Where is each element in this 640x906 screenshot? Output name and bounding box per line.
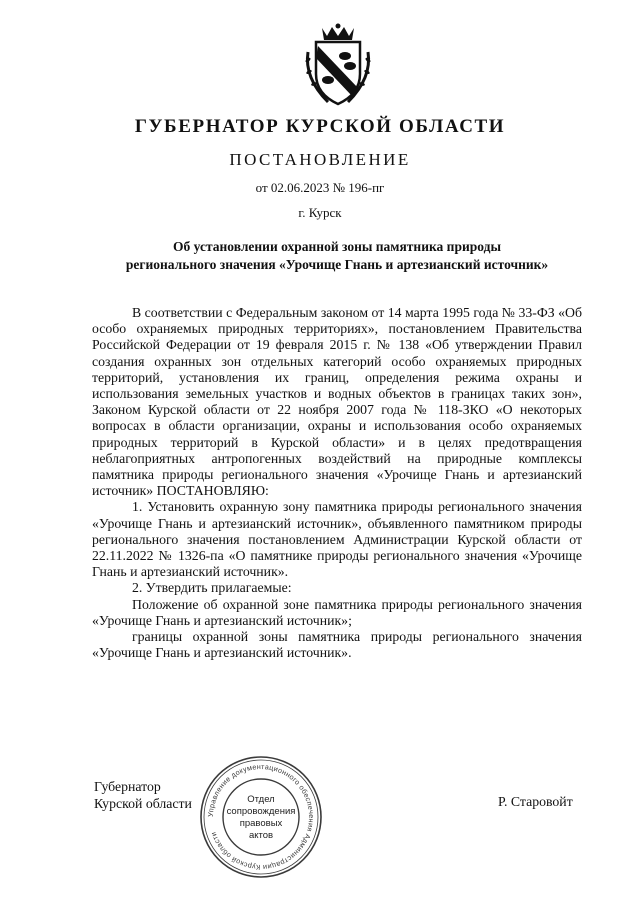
signatory-name: Р. Старовойт <box>498 794 573 809</box>
stamp-center-line-2: сопровождения <box>226 806 296 817</box>
office-stamp <box>196 752 326 882</box>
signatory-position-line-1: Губернатор <box>94 779 161 794</box>
stamp-center-line-4: актов <box>248 830 274 841</box>
authority-title: ГУБЕРНАТОР КУРСКОЙ ОБЛАСТИ <box>134 116 506 137</box>
document-city: г. Курск <box>298 205 342 220</box>
subject-line-2: регионального значения «Урочище Гнань и артезианский источник» <box>125 257 549 272</box>
signatory-position-line-2: Курской области <box>94 796 192 811</box>
body-paragraph: Положение об охранной зоне памятника природы регионального значения «Урочище Гнань и артезианский источник»; <box>92 596 582 628</box>
document-body <box>92 305 582 661</box>
subject-line-1: Об установлении охранной зоны памятника природы <box>173 239 501 254</box>
coat-of-arms-icon <box>300 22 376 108</box>
body-paragraph: 1. Установить охранную зону памятника природы регионального значения «Урочище Гнань и артезианский источник», объявленного памятником природы регионального значения постановлением Администрации Курской области от 22.11.2022 № 1326-па «О памятнике природы регионального значения «Урочище Гнань и артезианский источник». <box>92 499 582 580</box>
document-date-number: от 02.06.2023 № 196-пг <box>255 180 385 195</box>
body-paragraph: В соответствии с Федеральным законом от 14 марта 1995 года № 33-ФЗ «Об особо охраняемых природных территориях», постановлением Правительства Российской Федерации от 19 февраля 2015 г. № 138 «Об утверждении Правил создания охранных зон отдельных категорий особо охраняемых природных территорий, установления их границ, определения режима охраны и использования земельных участков и водных объектов в границах таких зон», Законом Курской области от 22 ноября 2007 года № 118-ЗКО «О некоторых вопросах в области организации, охраны и использования особо охраняемых природных территорий в Курской области» и в целях предотвращения неблагоприятных антропогенных воздействий на природные комплексы памятника природы регионального значения «Урочище Гнань и артезианский источник» ПОСТАНОВЛЯЮ: <box>92 305 582 499</box>
stamp-center-line-1: Отдел <box>247 794 275 805</box>
body-paragraph: 2. Утвердить прилагаемые: <box>132 580 292 596</box>
stamp-center-line-3: правовых <box>239 818 283 829</box>
stamp-ring-text: Управление документационного обеспечения Администрации Курской области <box>205 761 317 873</box>
body-paragraph: границы охранной зоны памятника природы регионального значения «Урочище Гнань и артезианский источник». <box>92 629 582 661</box>
document-subject <box>92 238 582 274</box>
document-type: ПОСТАНОВЛЕНИЕ <box>229 150 411 169</box>
signatory-position <box>94 778 192 812</box>
